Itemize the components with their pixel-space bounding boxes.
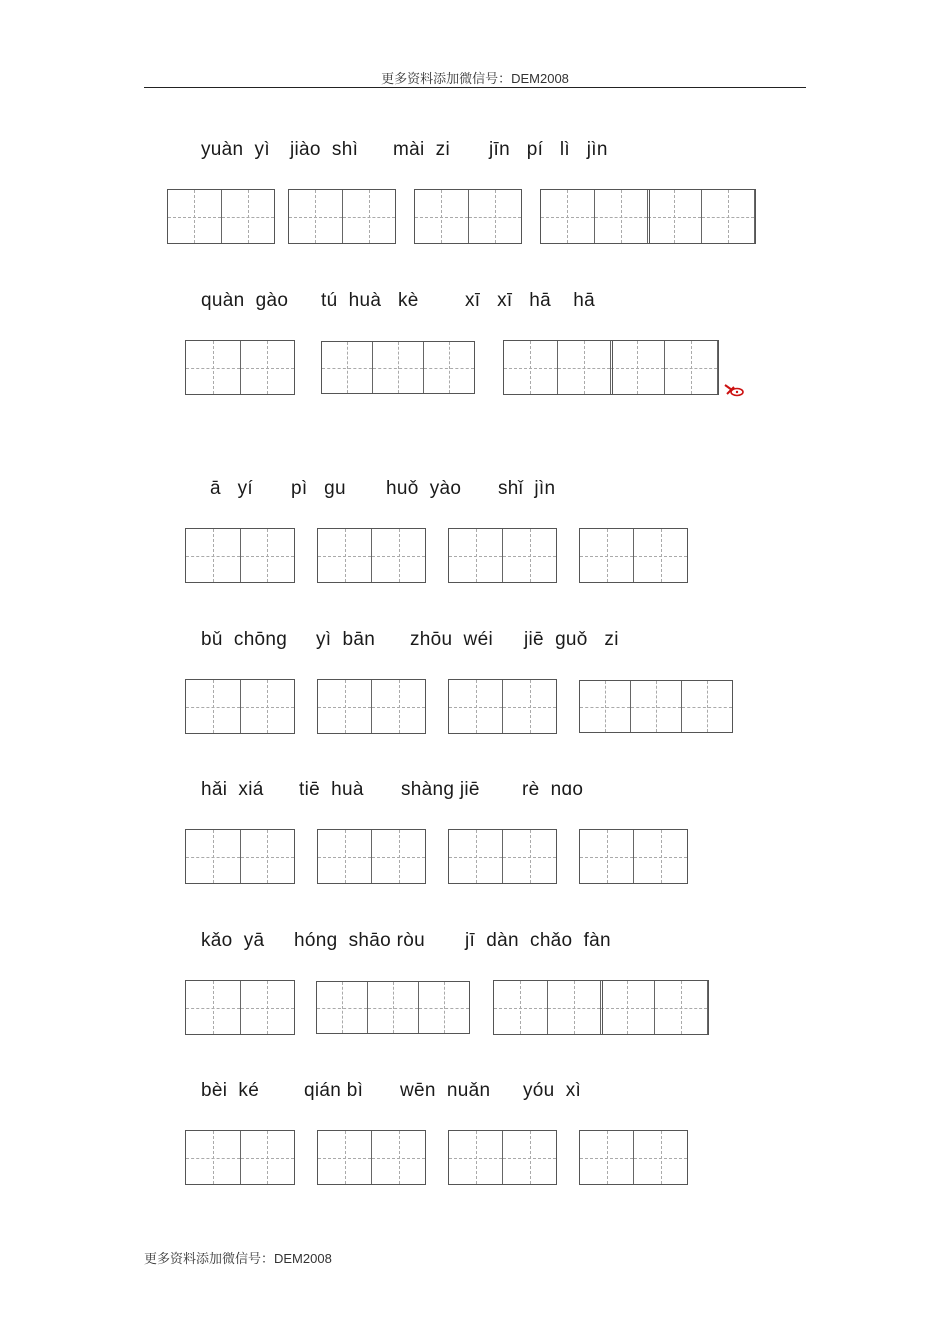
page-header: 更多资料添加微信号：DEM2008 (381, 71, 569, 86)
pinyin-word: shǐ jìn (498, 478, 556, 499)
writing-box[interactable] (579, 528, 688, 583)
pinyin-word: yì bān (316, 629, 376, 650)
pinyin-word: wēn nuǎn (400, 1080, 491, 1101)
writing-box[interactable] (579, 1130, 688, 1185)
pinyin-word: hóng shāo ròu (294, 930, 425, 951)
writing-box[interactable] (579, 829, 688, 884)
writing-box[interactable] (185, 1130, 295, 1185)
writing-box[interactable] (448, 679, 557, 734)
pinyin-word: shàng jiē (401, 779, 480, 800)
writing-box[interactable] (317, 679, 426, 734)
writing-box[interactable] (493, 980, 709, 1035)
pinyin-word: yóu xì (523, 1080, 582, 1101)
pinyin-word: huǒ yào (386, 478, 462, 499)
writing-box[interactable] (414, 189, 522, 244)
pinyin-word: rè nɑo (522, 779, 584, 800)
pinyin-word: ā yí (210, 478, 253, 499)
pinyin-word: zhōu wéi (410, 629, 493, 650)
pinyin-word: kǎo yā (201, 930, 265, 951)
pinyin-word: mài zi (393, 139, 450, 160)
writing-box[interactable] (448, 829, 557, 884)
writing-box[interactable] (167, 189, 275, 244)
page-footer: 更多资料添加微信号：DEM2008 (144, 1251, 332, 1266)
writing-box[interactable] (540, 189, 756, 244)
writing-box[interactable] (317, 1130, 426, 1185)
writing-box[interactable] (316, 981, 470, 1034)
writing-box[interactable] (579, 680, 733, 733)
writing-box[interactable] (185, 528, 295, 583)
writing-box[interactable] (185, 679, 295, 734)
pinyin-word: tú huà kè (321, 290, 419, 311)
writing-box[interactable] (185, 829, 295, 884)
writing-box[interactable] (503, 340, 719, 395)
pinyin-word: qián bì (304, 1080, 364, 1101)
pinyin-word: quàn gào (201, 290, 289, 311)
writing-box[interactable] (448, 528, 557, 583)
pinyin-word: bèi ké (201, 1080, 260, 1101)
pinyin-word: bǔ chōng (201, 629, 288, 650)
pinyin-word: jiào shì (290, 139, 359, 160)
red-seal-icon (722, 381, 746, 399)
pinyin-word: xī xī hā hā (465, 290, 596, 311)
writing-box[interactable] (288, 189, 396, 244)
writing-box[interactable] (185, 980, 295, 1035)
writing-box[interactable] (448, 1130, 557, 1185)
pinyin-word: pì gu (291, 478, 346, 499)
writing-box[interactable] (185, 340, 295, 395)
pinyin-word: jiē guǒ zi (524, 629, 619, 650)
writing-box[interactable] (317, 829, 426, 884)
pinyin-word: jīn pí lì jìn (489, 139, 608, 160)
pinyin-word: tiē huà (299, 779, 364, 800)
writing-box[interactable] (321, 341, 475, 394)
writing-box[interactable] (317, 528, 426, 583)
pinyin-word: jī dàn chǎo fàn (465, 930, 611, 951)
pinyin-word: yuàn yì (201, 139, 270, 160)
pinyin-word: hǎi xiá (201, 779, 264, 800)
header-rule (144, 87, 806, 88)
